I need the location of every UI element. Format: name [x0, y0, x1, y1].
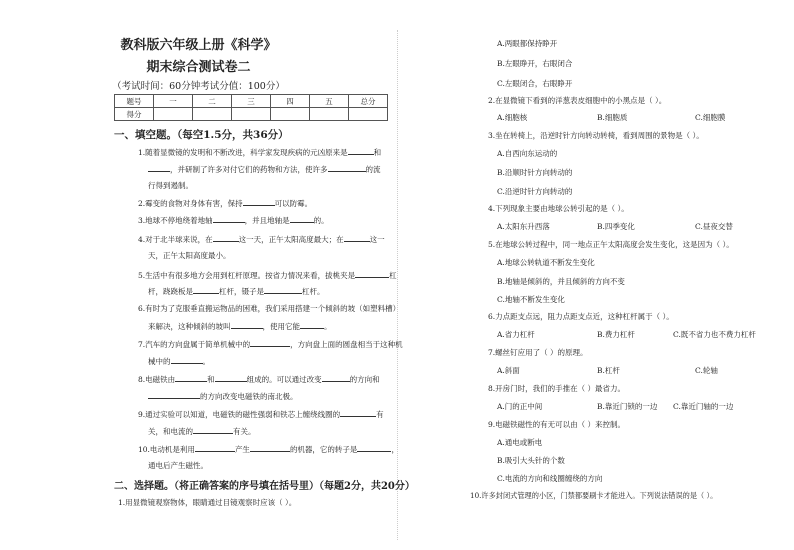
- answer-blank[interactable]: [171, 355, 203, 364]
- question-text: 的。: [313, 216, 329, 225]
- score-input-cell[interactable]: [232, 108, 271, 121]
- choice-option[interactable]: A.自西向东运动的: [497, 149, 558, 158]
- question-text: ，使用它能: [262, 322, 300, 331]
- score-table-cell: 题号: [115, 95, 154, 108]
- choice-option[interactable]: A.两眼都保持睁开: [497, 39, 558, 48]
- question-text: 杠杆，镊子是: [219, 287, 264, 296]
- question-text: 有关。: [233, 427, 256, 436]
- answer-blank[interactable]: [264, 285, 302, 294]
- answer-blank[interactable]: [340, 408, 376, 417]
- question-1-line-1: [138, 146, 381, 158]
- answer-blank[interactable]: [148, 163, 170, 172]
- choice-option[interactable]: B.细胞质: [597, 113, 628, 122]
- choice-option[interactable]: C.沿逆时针方向转动的: [497, 187, 573, 196]
- question-text: 杠: [389, 271, 397, 280]
- choice-option[interactable]: A.省力杠杆: [497, 330, 535, 339]
- answer-blank[interactable]: [175, 373, 207, 382]
- choice-option[interactable]: A.斜面: [497, 366, 520, 375]
- question-text: ，: [391, 445, 399, 454]
- question-text: 杆，跷跷板是: [148, 287, 193, 296]
- question-text: 关，和电流的: [148, 427, 193, 436]
- choice-option[interactable]: B.吸引大头针的个数: [497, 456, 565, 465]
- score-table-cell: 二: [193, 95, 232, 108]
- question-10-line-2: 通电后产生磁性。: [148, 461, 208, 470]
- question-text: 。: [202, 357, 210, 366]
- question-text: 7.汽车的方向盘属于简单机械中的: [138, 340, 251, 349]
- question-text: 械中的: [148, 357, 171, 366]
- score-table-score-row: [115, 108, 388, 121]
- choice-option[interactable]: A.地球公转轨道不断发生变化: [497, 258, 595, 267]
- score-input-cell[interactable]: [310, 108, 349, 121]
- answer-blank[interactable]: [300, 320, 324, 329]
- question-text: ，方向盘上面的圆盘相当于这种机: [290, 340, 403, 349]
- choice-option[interactable]: B.地轴是倾斜的，并且倾斜的方向不变: [497, 277, 625, 286]
- question-text: 可以防霉。: [274, 199, 313, 208]
- choice-question-10: 10.许多封闭式管理的小区，门禁都要刷卡才能进入。下列说法错误的是（ ）。: [470, 491, 718, 500]
- score-input-cell[interactable]: [154, 108, 193, 121]
- choice-option[interactable]: B.沿顺时针方向转动的: [497, 168, 573, 177]
- section-1-heading: 一、填空题。（每空1.5分，共36分）: [114, 129, 289, 141]
- question-text: 的机器，它的转子是: [289, 445, 358, 454]
- section-2-heading: 二、选择题。（将正确答案的序号填在括号里）（每题2分，共20分）: [114, 481, 415, 492]
- answer-blank[interactable]: [231, 320, 263, 329]
- choice-question-1: 1.用显微镜观察物体，眼睛通过目镜观察时应该（ ）。: [118, 498, 297, 507]
- question-text: 这一: [369, 235, 385, 244]
- question-text: 的方向改变电磁铁的南北极。: [200, 392, 298, 401]
- question-text: 产生: [234, 445, 250, 454]
- choice-option[interactable]: C.轮轴: [695, 366, 718, 375]
- answer-blank[interactable]: [213, 233, 239, 242]
- question-9-line-1: [138, 408, 384, 420]
- question-text: 来解决，这种倾斜的坡叫: [148, 322, 231, 331]
- answer-blank[interactable]: [250, 443, 290, 452]
- question-9-line-2: [148, 425, 256, 437]
- question-text: 8.电磁铁由: [138, 375, 176, 384]
- question-text: ，并研制了许多对付它们的药物和方法，使许多: [170, 165, 328, 174]
- answer-blank[interactable]: [290, 214, 314, 223]
- answer-blank[interactable]: [215, 373, 247, 382]
- score-table: [114, 94, 388, 121]
- question-5-line-2: [148, 285, 325, 297]
- choice-question-5: 5.在地球公转过程中，同一地点正午太阳高度会发生变化，这是因为（ ）。: [488, 240, 734, 249]
- choice-option[interactable]: A.太阳东升西落: [497, 222, 550, 231]
- choice-question-8: 8.开房门时，我们的手推在（ ）最省力。: [488, 384, 626, 393]
- choice-question-7: 7.螺丝钉应用了（ ）的原理。: [488, 348, 588, 357]
- question-text: 3.地球不停地绕着地轴: [138, 216, 213, 225]
- question-4-line-2: 天，正午太阳高度最小。: [148, 251, 231, 260]
- question-3: [138, 214, 329, 226]
- choice-question-4: 4.下列现象主要由地球公转引起的是（ ）。: [488, 204, 629, 213]
- question-text: 9.通过实验可以知道，电磁铁的磁性强弱和铁芯上缠绕线圈的: [138, 410, 341, 419]
- answer-blank[interactable]: [348, 146, 374, 155]
- question-text: 10.电动机是利用: [138, 445, 195, 454]
- question-text: 组成的。可以通过改变: [246, 375, 322, 384]
- question-2: [138, 197, 312, 209]
- question-text: 的流: [365, 165, 381, 174]
- choice-option[interactable]: B.杠杆: [597, 366, 620, 375]
- answer-blank[interactable]: [193, 285, 219, 294]
- question-text: ，并且地轴是: [244, 216, 290, 225]
- question-7-line-2: [148, 355, 210, 367]
- question-text: 1.随着显微镜的发明和不断改进，科学家发现疾病的元凶原来是: [138, 148, 348, 157]
- answer-blank[interactable]: [148, 390, 200, 399]
- choice-question-3: 3.坐在转椅上，沿逆时针方向转动转椅，看到周围的景物是（ ）。: [488, 131, 704, 140]
- question-7-line-1: [138, 338, 403, 350]
- question-text: 的方向和: [349, 375, 380, 384]
- question-text: 和: [207, 375, 215, 384]
- answer-blank[interactable]: [243, 197, 275, 206]
- choice-option[interactable]: A.通电或断电: [497, 438, 543, 447]
- question-6-line-1: 6.有时为了克服垂直搬运物品的困难，我们采用搭建一个倾斜的坡（如塑料槽）: [138, 304, 401, 313]
- score-input-cell[interactable]: [271, 108, 310, 121]
- score-table-cell: 总分: [349, 95, 388, 108]
- column-divider: [397, 30, 398, 540]
- score-table-header-row: [115, 95, 388, 108]
- answer-blank[interactable]: [328, 163, 366, 172]
- choice-option[interactable]: A.细胞核: [497, 113, 528, 122]
- question-1-line-2: [148, 163, 381, 175]
- exam-subtitle: 期末综合测试卷二: [146, 60, 251, 75]
- question-text: 和: [373, 148, 382, 157]
- question-text: 有: [376, 410, 384, 419]
- choice-option[interactable]: C.电流的方向和线圈缠绕的方向: [497, 474, 603, 483]
- score-input-cell[interactable]: [193, 108, 232, 121]
- choice-option[interactable]: A.门的正中间: [497, 402, 543, 411]
- choice-question-9: 9.电磁铁磁性的有无可以由（ ）来控制。: [488, 420, 626, 429]
- answer-blank[interactable]: [213, 214, 245, 223]
- question-text: 5.生活中有很多地方会用到杠杆原理。按省力情况来看，拔桃夹是: [138, 271, 356, 280]
- choice-option[interactable]: B.四季变化: [597, 222, 635, 231]
- answer-blank[interactable]: [195, 443, 235, 452]
- exam-title: 教科版六年级上册《科学》: [120, 38, 277, 53]
- score-table-cell: 四: [271, 95, 310, 108]
- choice-option[interactable]: B.靠近门锁的一边: [597, 402, 658, 411]
- answer-blank[interactable]: [344, 233, 370, 242]
- choice-option[interactable]: B.左眼睁开，右眼闭合: [497, 59, 573, 68]
- choice-option[interactable]: C.既不省力也不费力杠杆: [673, 330, 756, 339]
- choice-option[interactable]: C.靠近门轴的一边: [673, 402, 734, 411]
- choice-option[interactable]: C.昼夜交替: [695, 222, 733, 231]
- question-8-line-2: [148, 390, 298, 402]
- choice-option[interactable]: C.左眼闭合，右眼睁开: [497, 79, 573, 88]
- question-4-line-1: [138, 233, 385, 245]
- score-table-cell: 五: [310, 95, 349, 108]
- question-6-line-2: [148, 320, 332, 332]
- question-text: 杠杆。: [302, 287, 325, 296]
- choice-question-2: 2.在显微镜下看到的洋葱表皮细胞中的小黑点是（ ）。: [488, 96, 667, 105]
- answer-blank[interactable]: [357, 443, 391, 452]
- choice-option[interactable]: C.细胞膜: [695, 113, 726, 122]
- question-text: 2.霉变的食物对身体有害，保持: [138, 199, 243, 208]
- question-text: 。: [324, 322, 332, 331]
- question-8-line-1: [138, 373, 380, 385]
- score-table-cell: 得分: [115, 108, 154, 121]
- score-input-cell[interactable]: [349, 108, 388, 121]
- question-1-line-3: 行得到遏制。: [148, 181, 193, 190]
- answer-blank[interactable]: [322, 373, 350, 382]
- answer-blank[interactable]: [355, 269, 389, 278]
- choice-option[interactable]: C.地轴不断发生变化: [497, 295, 565, 304]
- question-10-line-1: [138, 443, 399, 455]
- choice-question-6: 6.力点距支点远，阻力点距支点近，这种杠杆属于（ ）。: [488, 312, 674, 321]
- score-table-cell: 三: [232, 95, 271, 108]
- exam-time-info: （考试时间：60分钟考试分值：100分）: [112, 81, 285, 92]
- question-5-line-1: [138, 269, 397, 281]
- choice-option[interactable]: B.费力杠杆: [597, 330, 635, 339]
- score-table-cell: 一: [154, 95, 193, 108]
- question-text: 这一天，正午太阳高度最大；在: [238, 235, 344, 244]
- answer-blank[interactable]: [250, 338, 290, 347]
- answer-blank[interactable]: [193, 425, 233, 434]
- question-text: 4.对于北半球来说，在: [138, 235, 213, 244]
